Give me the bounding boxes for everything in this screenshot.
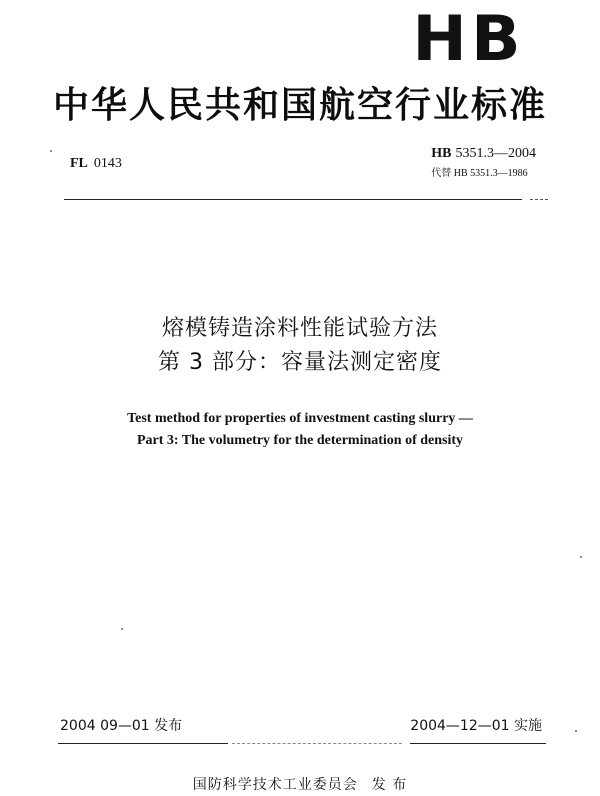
standard-category-title: 中华人民共和国航空行业标准	[52, 85, 547, 126]
english-title	[0, 408, 600, 452]
english-title-line2: Part 3: The volumetry for the determination of density	[136, 433, 464, 448]
footer-divider-left	[58, 743, 228, 744]
english-title-line1: Test method for properties of investment casting slurry —	[127, 411, 473, 426]
chinese-title	[0, 312, 600, 380]
chinese-title-line1: 熔模铸造涂料性能试验方法	[161, 316, 438, 341]
footer-divider-middle	[232, 743, 402, 744]
header-divider	[64, 199, 522, 200]
ics-prefix: FL	[70, 156, 88, 171]
header-divider-tail	[530, 199, 548, 200]
scan-speck	[50, 150, 52, 152]
footer-divider-right	[410, 743, 546, 744]
publisher-name: 国防科学技术工业委员会	[192, 777, 358, 793]
scan-speck	[580, 556, 582, 558]
hb-logo: HB	[412, 2, 525, 75]
standard-prefix: HB	[431, 146, 452, 161]
standard-code: 5351.3—2004	[455, 146, 536, 161]
standard-number-block	[431, 146, 536, 179]
implementation-date: 2004—12—01 实施	[410, 718, 542, 734]
chinese-title-line2: 第 3 部分：容量法测定密度	[158, 350, 442, 375]
standard-number	[431, 146, 536, 162]
replaces-note: 代替 HB 5351.3—1986	[431, 168, 528, 179]
scan-speck	[575, 730, 577, 732]
publisher	[0, 774, 600, 794]
ics-number: 0143	[93, 156, 122, 171]
publish-action: 发 布	[371, 777, 408, 793]
ics-code	[70, 156, 122, 172]
scan-speck	[121, 628, 123, 630]
issue-date: 2004 09—01 发布	[60, 718, 183, 734]
